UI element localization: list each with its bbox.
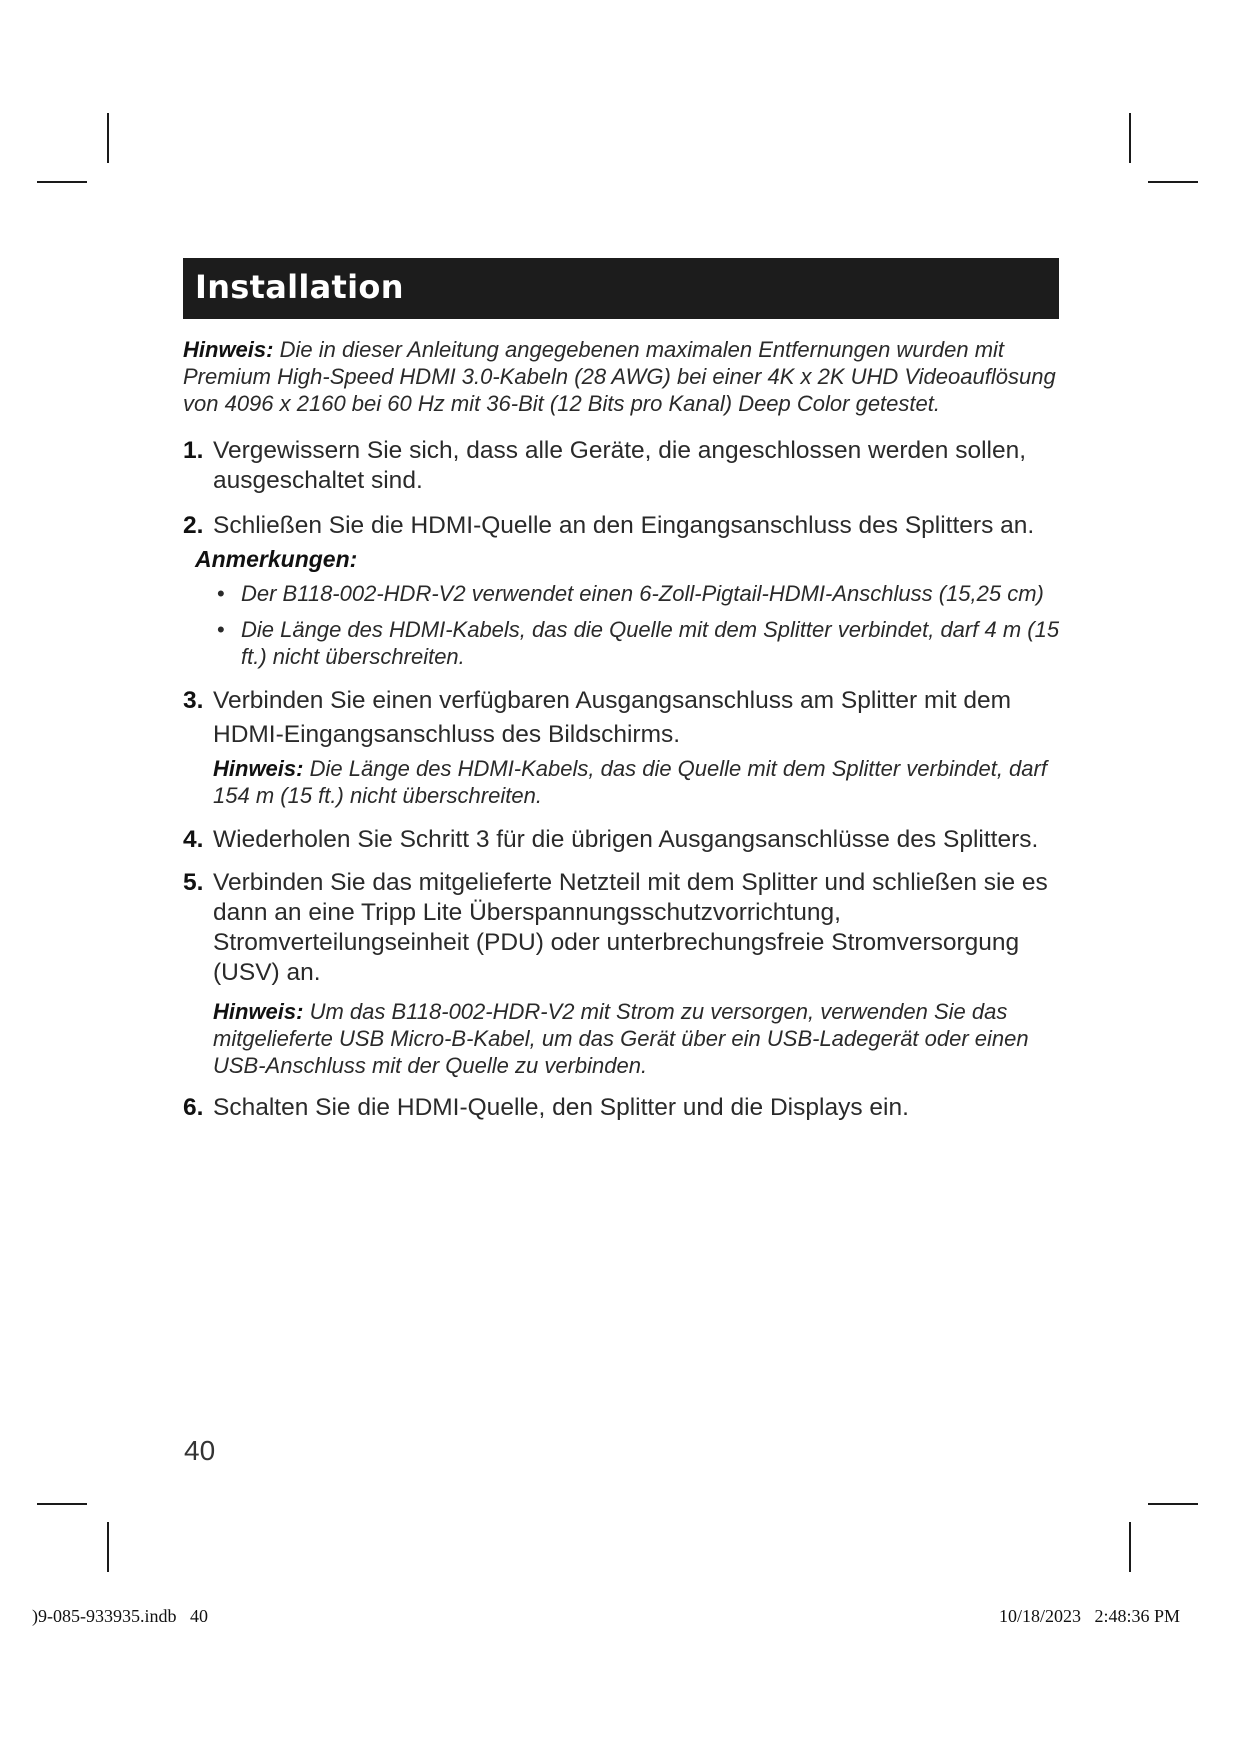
note-label: Hinweis: (213, 999, 304, 1024)
step-number: 3. (183, 687, 204, 714)
step-number: 6. (183, 1094, 204, 1121)
step-text: Schließen Sie die HDMI-Quelle an den Eingangsanschluss des Splitters an. (213, 512, 1035, 539)
list-item (183, 616, 1063, 670)
step-text: Wiederholen Sie Schritt 3 für die übrigen Ausgangsanschlüsse des Splitters. (213, 826, 1039, 853)
step-2 (183, 511, 1063, 541)
main-content (183, 336, 1063, 1123)
section-header (183, 258, 1059, 319)
step-4 (183, 825, 1063, 855)
footer-datetime: 10/18/2023 2:48:36 PM (999, 1606, 1181, 1626)
step-number: 1. (183, 437, 204, 464)
step-number: 2. (183, 512, 204, 539)
note-text: Die in dieser Anleitung angegebenen maximalen Entfernungen wurden mit Premium High-Speed HDMI 3.0-Kabeln (28 AWG) bei einer 4K x 2K UHD Videoauflösung von 4096 x 2160 bei 60 Hz mit 36-Bit (12 Bits pro Kanal) Deep Color getestet. (183, 337, 1056, 416)
step-text: Vergewissern Sie sich, dass alle Geräte, die angeschlossen werden sollen, ausgeschaltet sind. (213, 437, 1027, 494)
step-5 (183, 868, 1063, 988)
step5-note (213, 998, 1063, 1079)
crop-mark (1148, 1503, 1198, 1505)
step-number: 4. (183, 826, 204, 853)
bullet-icon: • (217, 617, 225, 642)
bullet-icon: • (217, 581, 225, 606)
step-number: 5. (183, 869, 204, 896)
crop-mark (37, 181, 87, 183)
note-text: Um das B118-002-HDR-V2 mit Strom zu versorgen, verwenden Sie das mitgelieferte USB Micro-B-Kabel, um das Gerät über ein USB-Ladegerät oder einen USB-Anschluss mit der Quelle zu verbinden. (213, 999, 1029, 1078)
step-6 (183, 1093, 1063, 1123)
crop-mark (1148, 181, 1198, 183)
crop-mark (1129, 113, 1131, 163)
crop-mark (1129, 1522, 1131, 1572)
crop-mark (107, 1522, 109, 1572)
crop-mark (37, 1503, 87, 1505)
crop-mark (107, 113, 109, 163)
step-text: Verbinden Sie einen verfügbaren Ausgangsanschluss am Splitter mit dem HDMI-Eingangsanschluss des Bildschirms. (213, 687, 1012, 748)
anmerkungen-heading: Anmerkungen: (195, 546, 358, 572)
section-title: Installation (195, 268, 404, 306)
anmerkungen-list (183, 580, 1063, 670)
step-3 (183, 684, 1063, 752)
step-1 (183, 436, 1063, 496)
page-number: 40 (184, 1435, 216, 1466)
intro-note (183, 336, 1063, 417)
note-label: Hinweis: (183, 337, 274, 362)
note-text: Die Länge des HDMI-Kabels, das die Quelle mit dem Splitter verbindet, darf 154 m (15 ft.) nicht überschreiten. (213, 756, 1047, 808)
step3-note (213, 755, 1063, 809)
list-item-text: Der B118-002-HDR-V2 verwendet einen 6-Zoll-Pigtail-HDMI-Anschluss (15,25 cm) (241, 581, 1044, 606)
list-item-text: Die Länge des HDMI-Kabels, das die Quelle mit dem Splitter verbindet, darf 4 m (15 ft.) nicht überschreiten. (241, 617, 1060, 669)
step-text: Schalten Sie die HDMI-Quelle, den Splitter und die Displays ein. (213, 1094, 909, 1121)
step-text: Verbinden Sie das mitgelieferte Netzteil mit dem Splitter und schließen sie es dann an eine Tripp Lite Überspannungsschutzvorrichtung, Stromverteilungseinheit (PDU) oder unterbrechungsfreie Stromversorgung (USV) an. (213, 869, 1048, 986)
list-item (183, 580, 1063, 607)
note-label: Hinweis: (213, 756, 304, 781)
footer-file-info: )9-085-933935.indb 40 (32, 1606, 208, 1626)
